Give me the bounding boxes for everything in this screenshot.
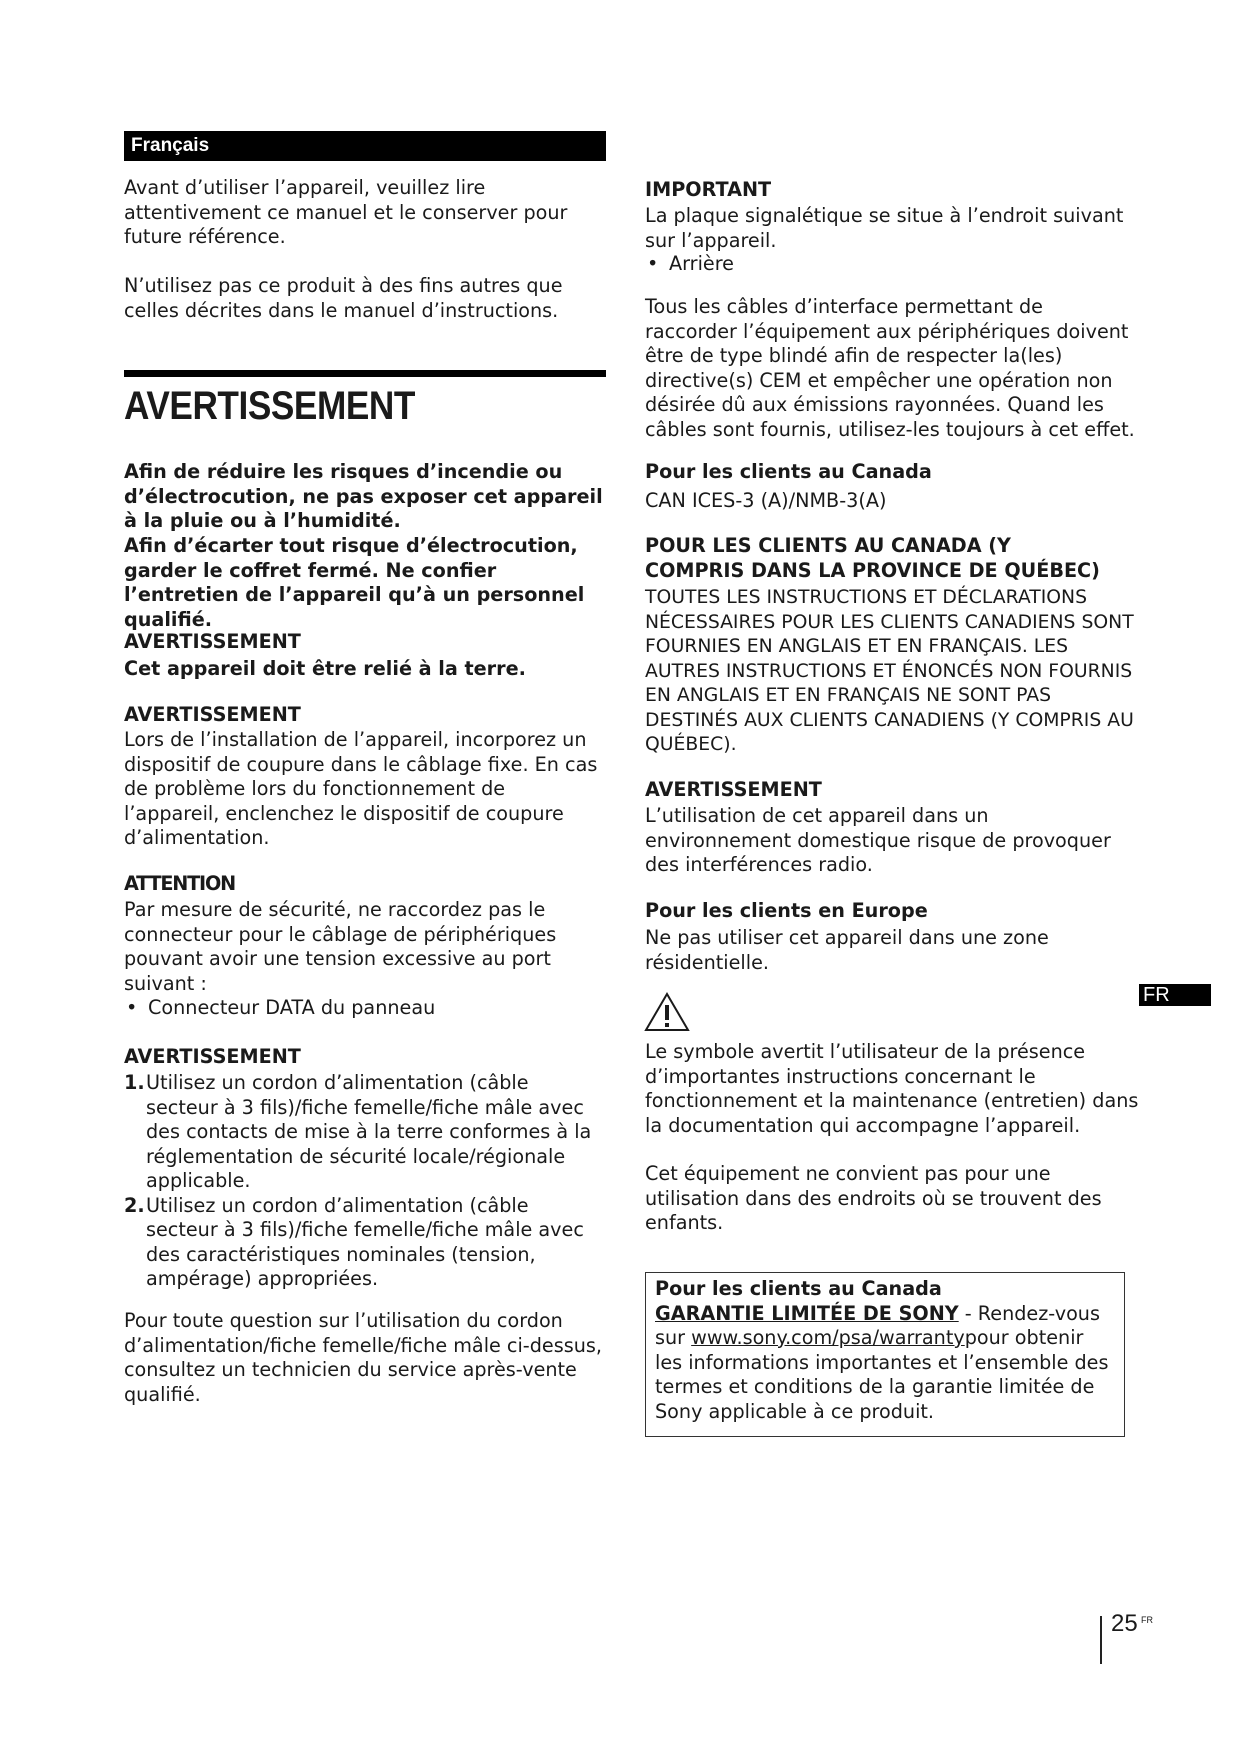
warning-b-text: Lors de l’installation de l’appareil, incorporez un dispositif de coupure dans le câblage fixe. En cas de problème lors du fonctionnement de l’appareil, enclenchez le dispositif de coupure d’alimentation. xyxy=(124,728,598,849)
section-title: AVERTISSEMENT xyxy=(124,384,415,428)
attention-heading: ATTENTION xyxy=(124,872,235,895)
list-text: Utilisez un cordon d’alimentation (câble secteur à 3 fils)/fiche femelle/fiche mâle avec des caractéristiques nominales (tension, ampérage) appropriées. xyxy=(146,1193,584,1290)
intro-paragraph-1: Avant d’utiliser l’appareil, veuillez lire attentivement ce manuel et le conserver pour future référence. xyxy=(124,176,568,248)
warning-a-text: Cet appareil doit être relié à la terre. xyxy=(124,657,526,680)
warranty-box-text xyxy=(655,1302,1115,1425)
warning-heading: AVERTISSEMENT xyxy=(645,778,822,801)
list-item xyxy=(124,1071,606,1194)
language-side-tab: FR xyxy=(1139,984,1211,1006)
list-number: 1. xyxy=(124,1071,145,1094)
important-bullets xyxy=(645,252,1135,277)
quebec-text: TOUTES LES INSTRUCTIONS ET DÉCLARATIONS NÉCESSAIRES POUR LES CLIENTS CANADIENS SONT FOURNIES EN ANGLAIS ET EN FRANÇAIS. LES AUTRES INSTRUCTIONS ET ÉNONCÉS NON FOURNIS EN ANGLAIS ET EN FRANÇAIS NE SONT PAS DESTINÉS AUX CLIENTS CANADIENS (Y COMPRIS AU QUÉBEC). xyxy=(645,587,1134,755)
power-cord-list xyxy=(124,1071,606,1292)
attention-bullets xyxy=(124,996,606,1021)
symbol-text: Le symbole avertit l’utilisateur de la présence d’importantes instructions concernant le fonctionnement et la maintenance (entretien) dans la documentation qui accompagne l’appareil. xyxy=(645,1040,1139,1137)
important-text: La plaque signalétique se situe à l’endroit suivant sur l’appareil. xyxy=(645,204,1124,252)
warranty-box xyxy=(645,1272,1125,1437)
canada-text: CAN ICES-3 (A)/NMB-3(A) xyxy=(645,489,887,512)
section-rule xyxy=(124,370,606,377)
language-header: Français xyxy=(124,131,606,161)
list-number: 2. xyxy=(124,1193,145,1217)
quebec-heading: POUR LES CLIENTS AU CANADA (Y COMPRIS DANS LA PROVINCE DE QUÉBEC) xyxy=(645,534,1100,582)
warranty-label: GARANTIE LIMITÉE DE SONY xyxy=(655,1301,959,1325)
warning-text: L’utilisation de cet appareil dans un environnement domestique risque de provoquer des interférences radio. xyxy=(645,804,1111,876)
warranty-text-a: - Rendez-vous sur xyxy=(655,1301,1100,1349)
children-text: Cet équipement ne convient pas pour une utilisation dans des endroits où se trouvent des enfants. xyxy=(645,1162,1102,1234)
warning-c-heading: AVERTISSEMENT xyxy=(124,1045,301,1068)
warranty-link[interactable]: www.sony.com/psa/warranty xyxy=(691,1326,965,1349)
warranty-text-b: pour obtenir les informations importantes et l’ensemble des termes et conditions de la garantie limitée de Sony applicable à ce produit. xyxy=(655,1326,1109,1423)
warning-a-heading: AVERTISSEMENT xyxy=(124,630,301,653)
intro-paragraph-2: N’utilisez pas ce produit à des fins autres que celles décrites dans le manuel d’instructions. xyxy=(124,274,563,322)
attention-text: Par mesure de sécurité, ne raccordez pas le connecteur pour le câblage de périphériques pouvant avoir une tension excessive au port suivant : xyxy=(124,898,557,995)
closing-paragraph: Pour toute question sur l’utilisation du cordon d’alimentation/fiche femelle/fiche mâle ci-dessus, consultez un technicien du service après-vente qualifié. xyxy=(124,1309,602,1406)
list-item: • Connecteur DATA du panneau xyxy=(124,996,606,1021)
cables-paragraph: Tous les câbles d’interface permettant de raccorder l’équipement aux périphériques doivent être de type blindé afin de respecter la(les) directive(s) CEM et empêcher une opération non désirée dû aux émissions rayonnées. Quand les câbles sont fournis, utilisez-les toujours à cet effet. xyxy=(645,295,1135,441)
warranty-box-heading: Pour les clients au Canada xyxy=(655,1277,942,1300)
europe-heading: Pour les clients en Europe xyxy=(645,899,928,922)
page-number-rule xyxy=(1100,1616,1102,1664)
list-item: • Arrière xyxy=(645,252,1135,277)
europe-text: Ne pas utiliser cet appareil dans une zone résidentielle. xyxy=(645,926,1049,974)
page-number: 25 xyxy=(1111,1610,1138,1637)
important-heading: IMPORTANT xyxy=(645,178,772,201)
canada-heading: Pour les clients au Canada xyxy=(645,460,932,483)
bold-warning-1: Afin de réduire les risques d’incendie ou d’électrocution, ne pas exposer cet appareil à la pluie ou à l’humidité. xyxy=(124,460,603,532)
page-number-suffix: FR xyxy=(1141,1615,1153,1625)
warning-b-heading: AVERTISSEMENT xyxy=(124,703,301,726)
list-item xyxy=(124,1194,606,1292)
bold-warning-2: Afin d’écarter tout risque d’électrocution, garder le coffret fermé. Ne confier l’entretien de l’appareil qu’à un personnel qualifié. xyxy=(124,534,585,631)
warning-triangle-icon xyxy=(644,992,690,1032)
list-text: Utilisez un cordon d’alimentation (câble secteur à 3 fils)/fiche femelle/fiche mâle avec des contacts de mise à la terre conformes à la réglementation de sécurité locale/régionale applicable. xyxy=(146,1071,592,1192)
